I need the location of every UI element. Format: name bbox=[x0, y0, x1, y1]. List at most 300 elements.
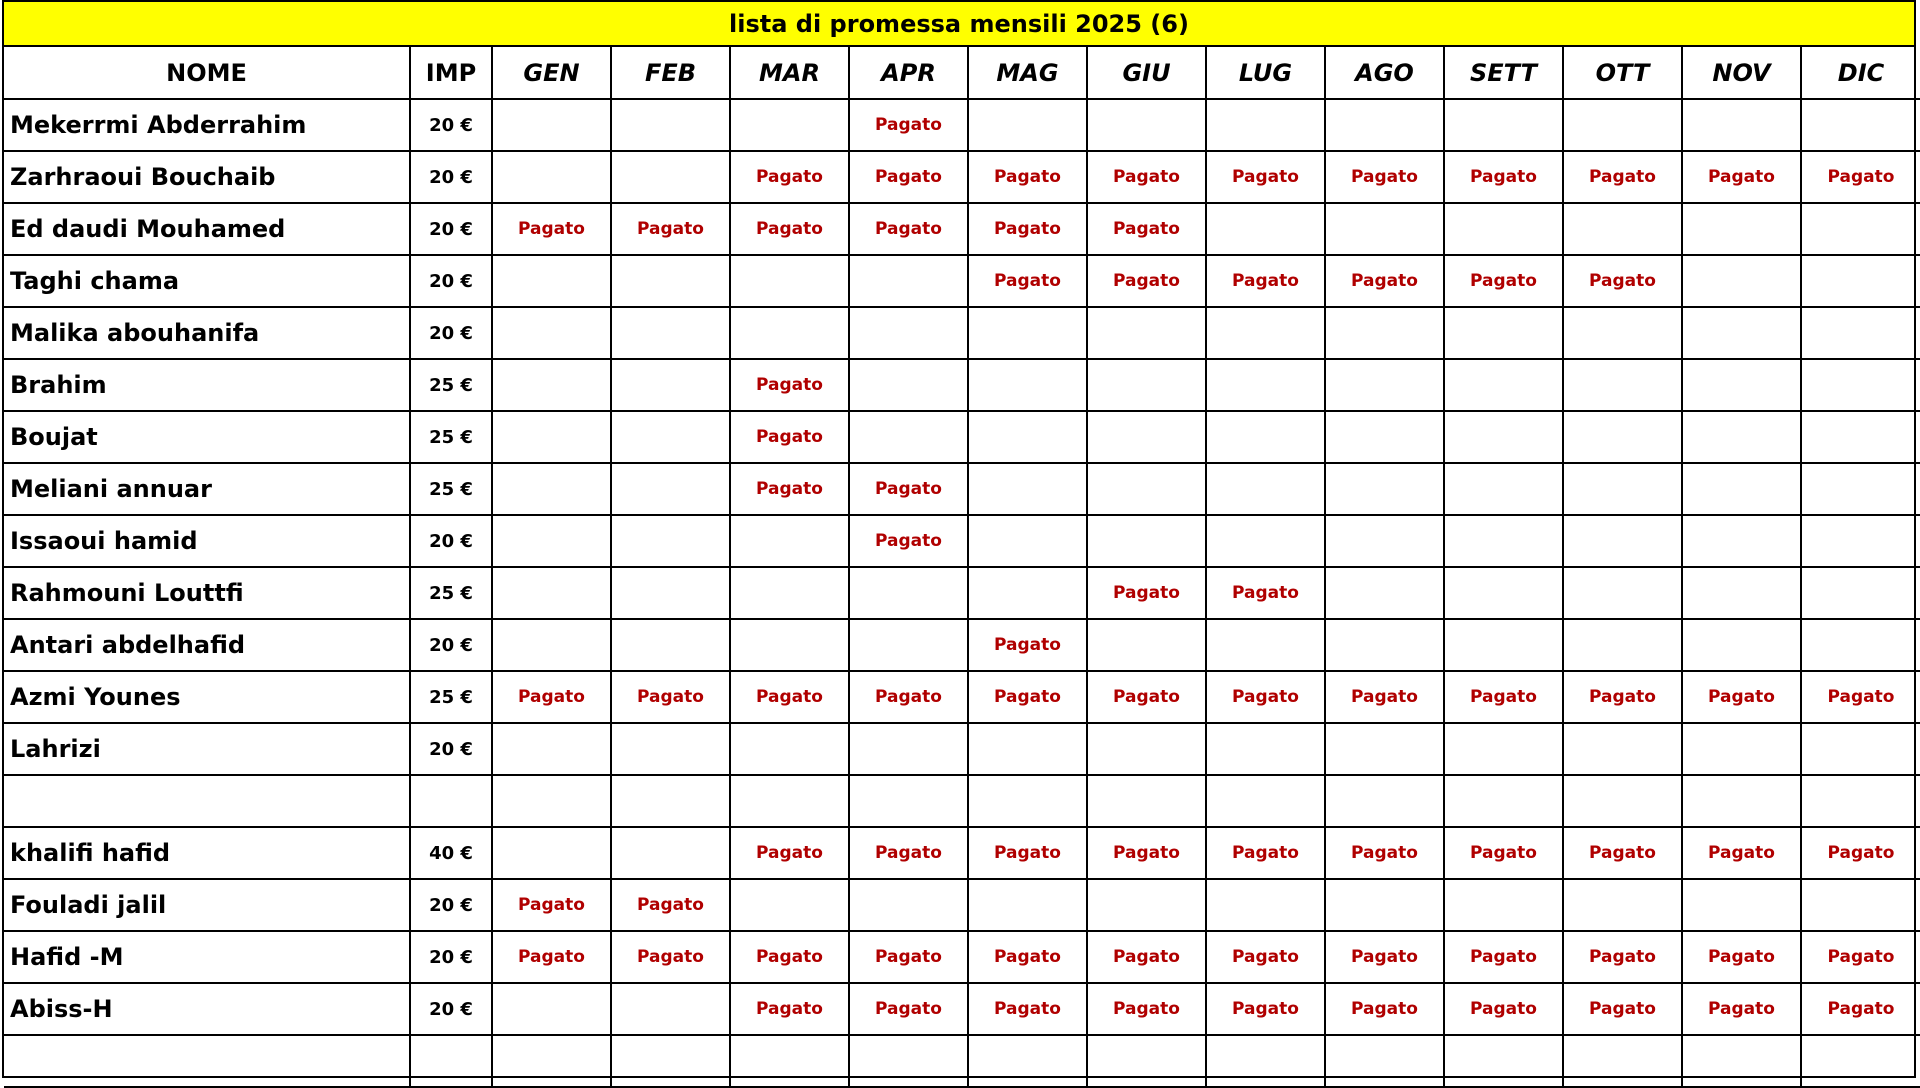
cell-month-status bbox=[1325, 307, 1444, 359]
cell-name: Malika abouhanifa bbox=[4, 307, 410, 359]
cell-month-status bbox=[1325, 723, 1444, 775]
header-name: NOME bbox=[4, 47, 410, 99]
table-row bbox=[4, 359, 1920, 411]
table-row bbox=[4, 671, 1920, 723]
cell-month-status bbox=[1801, 411, 1920, 463]
cell-month-status: Pagato bbox=[730, 151, 849, 203]
cell-month-status bbox=[1801, 1035, 1920, 1087]
header-row bbox=[4, 47, 1920, 99]
cell-amount: 25 € bbox=[410, 463, 492, 515]
cell-month-status: Pagato bbox=[730, 411, 849, 463]
cell-amount: 20 € bbox=[410, 619, 492, 671]
cell-month-status bbox=[730, 99, 849, 151]
cell-month-status bbox=[730, 619, 849, 671]
cell-month-status bbox=[1682, 203, 1801, 255]
cell-month-status: Pagato bbox=[1563, 671, 1682, 723]
cell-month-status: Pagato bbox=[1206, 671, 1325, 723]
table-row bbox=[4, 931, 1920, 983]
cell-month-status: Pagato bbox=[1206, 567, 1325, 619]
cell-month-status bbox=[1563, 775, 1682, 827]
table-row bbox=[4, 775, 1920, 827]
header-imp: IMP bbox=[410, 47, 492, 99]
cell-month-status bbox=[611, 411, 730, 463]
cell-month-status bbox=[1206, 619, 1325, 671]
cell-month-status bbox=[1206, 515, 1325, 567]
cell-month-status: Pagato bbox=[1682, 151, 1801, 203]
cell-month-status bbox=[730, 1035, 849, 1087]
cell-month-status bbox=[1563, 515, 1682, 567]
cell-month-status: Pagato bbox=[849, 827, 968, 879]
cell-month-status bbox=[492, 567, 611, 619]
cell-amount: 20 € bbox=[410, 255, 492, 307]
header-month: OTT bbox=[1563, 47, 1682, 99]
cell-month-status bbox=[849, 255, 968, 307]
cell-month-status: Pagato bbox=[968, 671, 1087, 723]
cell-month-status bbox=[730, 255, 849, 307]
cell-month-status bbox=[849, 723, 968, 775]
cell-name: Hafid -M bbox=[4, 931, 410, 983]
cell-amount: 40 € bbox=[410, 827, 492, 879]
cell-month-status bbox=[730, 723, 849, 775]
cell-month-status bbox=[849, 567, 968, 619]
cell-month-status bbox=[492, 723, 611, 775]
cell-name: Azmi Younes bbox=[4, 671, 410, 723]
table-row bbox=[4, 619, 1920, 671]
cell-month-status: Pagato bbox=[1087, 827, 1206, 879]
cell-month-status bbox=[1444, 359, 1563, 411]
cell-amount: 20 € bbox=[410, 879, 492, 931]
cell-month-status bbox=[611, 99, 730, 151]
table-body bbox=[4, 99, 1920, 1087]
cell-month-status: Pagato bbox=[1801, 151, 1920, 203]
cell-month-status: Pagato bbox=[968, 151, 1087, 203]
cell-month-status bbox=[968, 463, 1087, 515]
cell-month-status bbox=[1206, 203, 1325, 255]
cell-amount bbox=[410, 1035, 492, 1087]
header-month: MAG bbox=[968, 47, 1087, 99]
cell-month-status bbox=[1444, 1035, 1563, 1087]
cell-month-status: Pagato bbox=[611, 931, 730, 983]
cell-month-status bbox=[611, 983, 730, 1035]
cell-month-status bbox=[611, 307, 730, 359]
table-row bbox=[4, 983, 1920, 1035]
cell-month-status: Pagato bbox=[1087, 671, 1206, 723]
cell-name: khalifi hafid bbox=[4, 827, 410, 879]
cell-month-status: Pagato bbox=[1801, 931, 1920, 983]
cell-month-status bbox=[1682, 411, 1801, 463]
cell-amount: 20 € bbox=[410, 723, 492, 775]
cell-month-status bbox=[1563, 359, 1682, 411]
cell-month-status bbox=[968, 411, 1087, 463]
cell-month-status bbox=[1563, 411, 1682, 463]
cell-month-status bbox=[1563, 99, 1682, 151]
cell-month-status: Pagato bbox=[1682, 671, 1801, 723]
cell-month-status: Pagato bbox=[849, 151, 968, 203]
cell-amount: 25 € bbox=[410, 567, 492, 619]
cell-month-status bbox=[492, 1035, 611, 1087]
cell-month-status: Pagato bbox=[1444, 671, 1563, 723]
cell-name: Fouladi jalil bbox=[4, 879, 410, 931]
cell-month-status bbox=[1444, 99, 1563, 151]
cell-month-status bbox=[492, 775, 611, 827]
cell-month-status: Pagato bbox=[1206, 983, 1325, 1035]
cell-amount: 20 € bbox=[410, 983, 492, 1035]
cell-month-status bbox=[849, 307, 968, 359]
cell-month-status bbox=[1206, 411, 1325, 463]
cell-month-status bbox=[1325, 463, 1444, 515]
cell-name: Boujat bbox=[4, 411, 410, 463]
cell-month-status bbox=[1682, 99, 1801, 151]
cell-month-status: Pagato bbox=[1801, 827, 1920, 879]
cell-month-status bbox=[1563, 203, 1682, 255]
cell-month-status: Pagato bbox=[968, 983, 1087, 1035]
cell-month-status bbox=[1801, 99, 1920, 151]
cell-month-status: Pagato bbox=[849, 515, 968, 567]
cell-month-status bbox=[1682, 515, 1801, 567]
cell-month-status: Pagato bbox=[1087, 255, 1206, 307]
cell-month-status bbox=[1563, 619, 1682, 671]
table-row bbox=[4, 1035, 1920, 1087]
table-row bbox=[4, 151, 1920, 203]
cell-amount: 25 € bbox=[410, 671, 492, 723]
cell-month-status bbox=[1444, 307, 1563, 359]
cell-name: Lahrizi bbox=[4, 723, 410, 775]
cell-month-status bbox=[849, 775, 968, 827]
cell-month-status bbox=[968, 1035, 1087, 1087]
cell-month-status: Pagato bbox=[730, 463, 849, 515]
cell-month-status: Pagato bbox=[968, 619, 1087, 671]
cell-month-status bbox=[1563, 463, 1682, 515]
cell-month-status bbox=[611, 151, 730, 203]
cell-month-status bbox=[1087, 463, 1206, 515]
cell-month-status bbox=[1801, 619, 1920, 671]
cell-month-status bbox=[1325, 775, 1444, 827]
cell-month-status bbox=[611, 567, 730, 619]
cell-month-status bbox=[1801, 203, 1920, 255]
cell-name bbox=[4, 775, 410, 827]
cell-month-status bbox=[1563, 879, 1682, 931]
header-month: GEN bbox=[492, 47, 611, 99]
cell-month-status bbox=[492, 99, 611, 151]
cell-month-status bbox=[1444, 411, 1563, 463]
cell-month-status: Pagato bbox=[849, 463, 968, 515]
header-month: AGO bbox=[1325, 47, 1444, 99]
cell-amount: 20 € bbox=[410, 151, 492, 203]
cell-month-status: Pagato bbox=[1087, 567, 1206, 619]
cell-amount bbox=[410, 775, 492, 827]
cell-amount: 20 € bbox=[410, 99, 492, 151]
cell-month-status bbox=[1325, 515, 1444, 567]
table-row bbox=[4, 723, 1920, 775]
cell-month-status bbox=[1682, 775, 1801, 827]
table-row bbox=[4, 463, 1920, 515]
cell-name bbox=[4, 1035, 410, 1087]
cell-month-status bbox=[968, 515, 1087, 567]
cell-month-status bbox=[968, 99, 1087, 151]
cell-month-status bbox=[1444, 567, 1563, 619]
cell-month-status bbox=[849, 359, 968, 411]
cell-month-status bbox=[968, 307, 1087, 359]
cell-month-status bbox=[1444, 463, 1563, 515]
cell-month-status bbox=[492, 619, 611, 671]
header-month: SETT bbox=[1444, 47, 1563, 99]
cell-month-status bbox=[849, 1035, 968, 1087]
cell-month-status: Pagato bbox=[849, 983, 968, 1035]
cell-month-status bbox=[1325, 879, 1444, 931]
cell-month-status bbox=[1206, 359, 1325, 411]
cell-month-status bbox=[611, 775, 730, 827]
cell-name: Issaoui hamid bbox=[4, 515, 410, 567]
table-row bbox=[4, 307, 1920, 359]
cell-month-status bbox=[611, 255, 730, 307]
cell-month-status: Pagato bbox=[1801, 671, 1920, 723]
cell-month-status bbox=[492, 359, 611, 411]
cell-month-status: Pagato bbox=[1325, 827, 1444, 879]
cell-month-status bbox=[611, 359, 730, 411]
cell-month-status bbox=[1801, 463, 1920, 515]
cell-month-status bbox=[1801, 255, 1920, 307]
cell-month-status bbox=[1087, 99, 1206, 151]
table-row bbox=[4, 827, 1920, 879]
cell-amount: 20 € bbox=[410, 203, 492, 255]
cell-month-status: Pagato bbox=[730, 203, 849, 255]
cell-month-status bbox=[492, 151, 611, 203]
cell-month-status: Pagato bbox=[968, 931, 1087, 983]
cell-name: Rahmouni Louttfi bbox=[4, 567, 410, 619]
cell-month-status: Pagato bbox=[492, 879, 611, 931]
cell-month-status bbox=[1682, 879, 1801, 931]
cell-month-status bbox=[1682, 307, 1801, 359]
cell-month-status: Pagato bbox=[1206, 931, 1325, 983]
cell-month-status: Pagato bbox=[1563, 827, 1682, 879]
cell-month-status bbox=[492, 255, 611, 307]
cell-month-status: Pagato bbox=[1444, 931, 1563, 983]
cell-month-status bbox=[1682, 619, 1801, 671]
cell-month-status: Pagato bbox=[1444, 255, 1563, 307]
cell-month-status bbox=[1087, 1035, 1206, 1087]
table-row bbox=[4, 515, 1920, 567]
table-row bbox=[4, 99, 1920, 151]
cell-month-status bbox=[1682, 567, 1801, 619]
cell-month-status bbox=[1801, 307, 1920, 359]
cell-month-status bbox=[1087, 879, 1206, 931]
cell-month-status bbox=[849, 879, 968, 931]
cell-month-status bbox=[1563, 1035, 1682, 1087]
cell-month-status bbox=[1087, 411, 1206, 463]
cell-month-status: Pagato bbox=[1206, 827, 1325, 879]
cell-month-status: Pagato bbox=[1563, 151, 1682, 203]
cell-month-status bbox=[730, 307, 849, 359]
cell-month-status: Pagato bbox=[968, 203, 1087, 255]
cell-month-status bbox=[1801, 515, 1920, 567]
cell-month-status bbox=[492, 463, 611, 515]
cell-month-status: Pagato bbox=[730, 827, 849, 879]
payments-table bbox=[4, 47, 1920, 1088]
cell-month-status: Pagato bbox=[1206, 151, 1325, 203]
header-month: DIC bbox=[1801, 47, 1920, 99]
cell-month-status: Pagato bbox=[492, 931, 611, 983]
cell-month-status bbox=[1325, 203, 1444, 255]
cell-month-status: Pagato bbox=[1087, 151, 1206, 203]
cell-month-status bbox=[611, 723, 730, 775]
cell-month-status bbox=[1444, 515, 1563, 567]
cell-month-status: Pagato bbox=[492, 203, 611, 255]
cell-month-status bbox=[492, 307, 611, 359]
cell-amount: 20 € bbox=[410, 307, 492, 359]
cell-month-status bbox=[730, 775, 849, 827]
cell-month-status bbox=[1563, 723, 1682, 775]
cell-month-status: Pagato bbox=[968, 255, 1087, 307]
cell-month-status: Pagato bbox=[1801, 983, 1920, 1035]
cell-month-status: Pagato bbox=[1563, 931, 1682, 983]
cell-month-status: Pagato bbox=[730, 931, 849, 983]
cell-month-status bbox=[730, 567, 849, 619]
cell-month-status: Pagato bbox=[1087, 203, 1206, 255]
cell-month-status bbox=[1206, 307, 1325, 359]
cell-month-status: Pagato bbox=[1087, 983, 1206, 1035]
cell-month-status: Pagato bbox=[968, 827, 1087, 879]
cell-month-status bbox=[968, 879, 1087, 931]
cell-month-status bbox=[1682, 359, 1801, 411]
header-month: FEB bbox=[611, 47, 730, 99]
cell-month-status bbox=[1206, 879, 1325, 931]
cell-month-status bbox=[1325, 359, 1444, 411]
cell-month-status bbox=[492, 411, 611, 463]
cell-month-status bbox=[1087, 619, 1206, 671]
cell-amount: 20 € bbox=[410, 931, 492, 983]
cell-month-status bbox=[1444, 203, 1563, 255]
cell-month-status: Pagato bbox=[611, 879, 730, 931]
table-row bbox=[4, 879, 1920, 931]
cell-month-status bbox=[849, 411, 968, 463]
cell-month-status: Pagato bbox=[1325, 983, 1444, 1035]
cell-month-status bbox=[1206, 463, 1325, 515]
cell-amount: 25 € bbox=[410, 359, 492, 411]
table-row bbox=[4, 203, 1920, 255]
cell-name: Abiss-H bbox=[4, 983, 410, 1035]
cell-month-status: Pagato bbox=[1563, 255, 1682, 307]
cell-month-status: Pagato bbox=[849, 99, 968, 151]
cell-month-status bbox=[1682, 1035, 1801, 1087]
cell-month-status bbox=[1682, 723, 1801, 775]
cell-month-status bbox=[1087, 723, 1206, 775]
cell-month-status bbox=[1801, 723, 1920, 775]
cell-month-status: Pagato bbox=[611, 203, 730, 255]
cell-month-status bbox=[968, 567, 1087, 619]
cell-month-status bbox=[1444, 619, 1563, 671]
cell-name: Zarhraoui Bouchaib bbox=[4, 151, 410, 203]
cell-month-status: Pagato bbox=[492, 671, 611, 723]
cell-month-status bbox=[968, 775, 1087, 827]
cell-month-status bbox=[730, 879, 849, 931]
payment-sheet bbox=[2, 0, 1916, 1078]
cell-name: Mekerrmi Abderrahim bbox=[4, 99, 410, 151]
cell-month-status bbox=[1325, 567, 1444, 619]
cell-month-status bbox=[1325, 411, 1444, 463]
cell-month-status: Pagato bbox=[849, 671, 968, 723]
cell-month-status: Pagato bbox=[1087, 931, 1206, 983]
cell-month-status: Pagato bbox=[730, 359, 849, 411]
header-month: LUG bbox=[1206, 47, 1325, 99]
cell-month-status bbox=[492, 983, 611, 1035]
table-row bbox=[4, 567, 1920, 619]
cell-month-status: Pagato bbox=[1325, 671, 1444, 723]
cell-month-status: Pagato bbox=[1444, 151, 1563, 203]
cell-month-status bbox=[1206, 723, 1325, 775]
cell-name: Meliani annuar bbox=[4, 463, 410, 515]
cell-month-status bbox=[611, 515, 730, 567]
cell-month-status bbox=[1682, 255, 1801, 307]
cell-month-status bbox=[1801, 567, 1920, 619]
cell-name: Antari abdelhafid bbox=[4, 619, 410, 671]
cell-name: Ed daudi Mouhamed bbox=[4, 203, 410, 255]
cell-month-status: Pagato bbox=[1682, 983, 1801, 1035]
cell-month-status: Pagato bbox=[1444, 827, 1563, 879]
cell-month-status bbox=[1087, 775, 1206, 827]
cell-month-status bbox=[1325, 1035, 1444, 1087]
cell-month-status bbox=[1682, 463, 1801, 515]
cell-month-status bbox=[1444, 775, 1563, 827]
cell-month-status bbox=[849, 619, 968, 671]
cell-month-status: Pagato bbox=[849, 203, 968, 255]
cell-month-status bbox=[492, 827, 611, 879]
cell-month-status: Pagato bbox=[1325, 931, 1444, 983]
cell-month-status: Pagato bbox=[1444, 983, 1563, 1035]
header-month: MAR bbox=[730, 47, 849, 99]
cell-month-status: Pagato bbox=[1682, 931, 1801, 983]
cell-month-status: Pagato bbox=[1325, 151, 1444, 203]
cell-month-status bbox=[611, 1035, 730, 1087]
cell-month-status bbox=[1325, 99, 1444, 151]
cell-month-status bbox=[1801, 775, 1920, 827]
table-row bbox=[4, 411, 1920, 463]
cell-month-status bbox=[968, 723, 1087, 775]
cell-month-status bbox=[1206, 99, 1325, 151]
cell-amount: 25 € bbox=[410, 411, 492, 463]
cell-name: Brahim bbox=[4, 359, 410, 411]
cell-month-status: Pagato bbox=[730, 671, 849, 723]
cell-month-status bbox=[1206, 1035, 1325, 1087]
cell-month-status: Pagato bbox=[1563, 983, 1682, 1035]
cell-month-status bbox=[492, 515, 611, 567]
cell-month-status: Pagato bbox=[1206, 255, 1325, 307]
cell-month-status bbox=[1087, 307, 1206, 359]
header-month: NOV bbox=[1682, 47, 1801, 99]
sheet-title: lista di promessa mensili 2025 (6) bbox=[4, 2, 1914, 47]
cell-month-status bbox=[1206, 775, 1325, 827]
cell-month-status bbox=[611, 619, 730, 671]
cell-month-status bbox=[1444, 879, 1563, 931]
cell-month-status bbox=[1801, 359, 1920, 411]
cell-month-status: Pagato bbox=[1325, 255, 1444, 307]
cell-month-status bbox=[968, 359, 1087, 411]
cell-month-status: Pagato bbox=[849, 931, 968, 983]
cell-month-status bbox=[1801, 879, 1920, 931]
table-row bbox=[4, 255, 1920, 307]
cell-month-status bbox=[611, 827, 730, 879]
cell-month-status: Pagato bbox=[730, 983, 849, 1035]
cell-month-status bbox=[611, 463, 730, 515]
header-month: APR bbox=[849, 47, 968, 99]
header-month: GIU bbox=[1087, 47, 1206, 99]
cell-month-status bbox=[1563, 567, 1682, 619]
cell-name: Taghi chama bbox=[4, 255, 410, 307]
cell-month-status bbox=[1444, 723, 1563, 775]
cell-month-status bbox=[730, 515, 849, 567]
cell-month-status: Pagato bbox=[1682, 827, 1801, 879]
cell-month-status bbox=[1087, 359, 1206, 411]
cell-month-status bbox=[1325, 619, 1444, 671]
